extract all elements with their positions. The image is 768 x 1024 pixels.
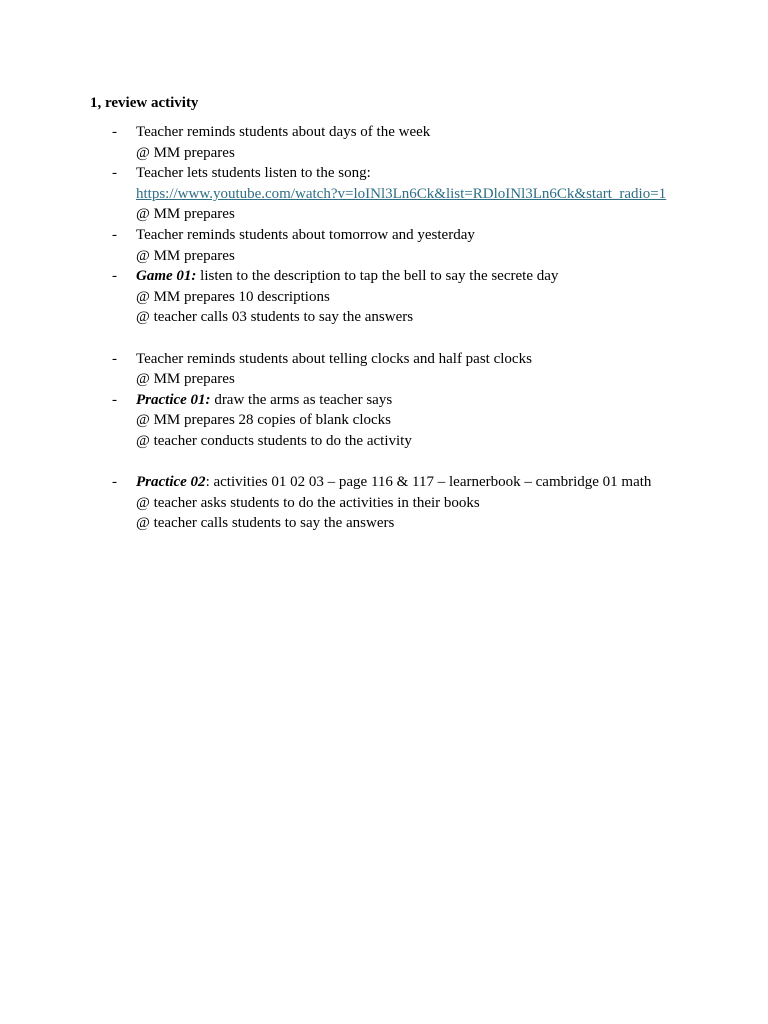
bullet-dash: - xyxy=(112,124,117,140)
item-text: draw the arms as teacher says xyxy=(210,391,393,408)
item-link-line xyxy=(136,184,768,205)
item-note: @ teacher calls 03 students to say the answers xyxy=(136,309,414,326)
item-note: @ MM prepares xyxy=(136,206,235,223)
item-main-line xyxy=(136,122,768,143)
item-main-line xyxy=(136,349,768,370)
item-text: listen to the description to tap the bell to say the secrete day xyxy=(196,268,559,285)
bullet-dash: - xyxy=(112,350,117,367)
list-item xyxy=(0,225,768,266)
item-text: Teacher reminds students about days of the week xyxy=(136,124,431,140)
item-note: @ MM prepares 10 descriptions xyxy=(136,288,330,305)
bullet-dash: - xyxy=(112,391,117,408)
item-note: @ MM prepares xyxy=(136,247,235,264)
song-link[interactable]: https://www.youtube.com/watch?v=loINl3Ln6Ck&list=RDloINl3Ln6Ck&start_radio=1 xyxy=(136,185,667,202)
item-lead-label: Game 01: xyxy=(136,268,197,285)
item-note: @ MM prepares xyxy=(136,371,235,388)
item-main-line xyxy=(136,390,768,411)
list-item xyxy=(0,349,768,390)
item-text: Teacher reminds students about tomorrow and yesterday xyxy=(136,226,475,243)
bullet-dash: - xyxy=(112,226,117,243)
item-note: @ teacher conducts students to do the activity xyxy=(136,432,412,449)
item-text: Teacher lets students listen to the song: xyxy=(136,165,371,182)
item-lead-label: Practice 01: xyxy=(136,391,211,408)
bullet-dash: - xyxy=(112,165,117,182)
list-item xyxy=(0,163,768,225)
item-main-line xyxy=(136,163,768,184)
list-item xyxy=(0,390,768,452)
section-heading: 1, review activity xyxy=(90,95,199,111)
item-main-line xyxy=(136,225,768,246)
list-item xyxy=(0,266,768,328)
list-item xyxy=(0,122,768,163)
item-note: @ teacher asks students to do the activities in their books xyxy=(136,494,480,511)
item-note: @ MM prepares xyxy=(136,144,235,161)
bullet-dash: - xyxy=(112,268,117,285)
item-note: @ teacher calls students to say the answers xyxy=(136,515,395,532)
item-text: : activities 01 02 03 – page 116 & 117 – learnerbook – cambridge 01 math xyxy=(205,474,652,491)
bullet-dash: - xyxy=(112,474,117,491)
item-note: @ MM prepares 28 copies of blank clocks xyxy=(136,412,391,429)
item-lead-label: Practice 02 xyxy=(136,474,206,491)
item-main-line xyxy=(136,472,768,493)
activity-list xyxy=(0,122,768,534)
list-item xyxy=(0,472,768,534)
item-text: Teacher reminds students about telling clocks and half past clocks xyxy=(136,350,532,367)
item-main-line xyxy=(136,266,768,287)
